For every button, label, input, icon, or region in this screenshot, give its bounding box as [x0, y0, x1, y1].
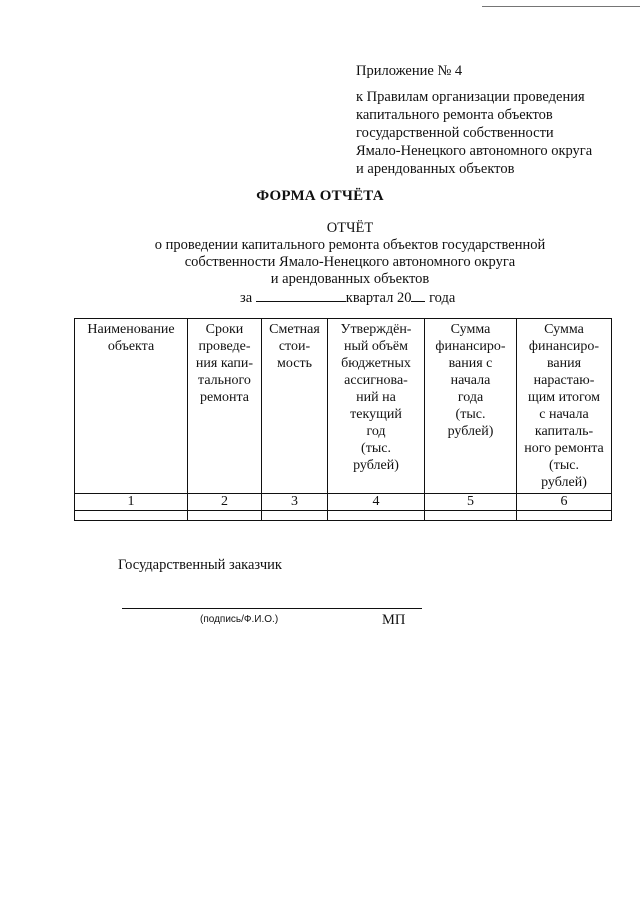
header-estimated-cost: Сметная стои- мость: [262, 319, 328, 494]
quarter-blank: [256, 287, 346, 302]
period-prefix: за: [240, 290, 253, 306]
header-object-name: Наименование объекта: [75, 319, 188, 494]
table-header-row: [75, 319, 612, 494]
column-number: 6: [517, 494, 612, 511]
report-period: [240, 287, 455, 307]
appendix-line: капитального ремонта объектов: [356, 107, 553, 123]
form-title: ФОРМА ОТЧЁТА: [256, 188, 384, 204]
period-quarter-word: квартал: [345, 290, 394, 306]
report-subtitle-line: собственности Ямало-Ненецкого автономного округа: [184, 254, 516, 270]
appendix-number: Приложение № 4: [356, 63, 463, 79]
column-number: 1: [75, 494, 188, 511]
appendix-line: и арендованных объектов: [356, 161, 515, 177]
stamp-mark: МП: [382, 612, 406, 628]
report-heading: [0, 220, 640, 288]
year-blank: [411, 287, 425, 302]
period-year-prefix: 20: [396, 290, 412, 306]
scan-artifact-line: [482, 6, 640, 7]
table-cell: [75, 511, 188, 521]
appendix-line: Ямало-Ненецкого автономного округа: [356, 143, 593, 159]
table-cell: [262, 511, 328, 521]
column-number: 5: [425, 494, 517, 511]
signature-line: [122, 608, 422, 609]
table-cell: [188, 511, 262, 521]
period-year-word: года: [429, 290, 456, 306]
table-cell: [517, 511, 612, 521]
table-cell: [425, 511, 517, 521]
appendix-block: [356, 62, 626, 178]
appendix-line: к Правилам организации проведения: [356, 89, 585, 105]
table-empty-row: [75, 511, 612, 521]
report-title: ОТЧЁТ: [326, 220, 374, 236]
header-approved-budget: Утверждён- ный объём бюджетных ассигнова- ний на текущий год (тыс. рублей): [328, 319, 425, 494]
report-subtitle-line: и арендованных объектов: [270, 271, 430, 287]
header-financing-ytd: Сумма финансиро- вания с начала года (тыс. рублей): [425, 319, 517, 494]
table-number-row: [75, 494, 612, 511]
column-number: 2: [188, 494, 262, 511]
report-table: [74, 318, 612, 521]
appendix-line: государственной собственности: [356, 125, 554, 141]
column-number: 3: [262, 494, 328, 511]
customer-label: Государственный заказчик: [118, 557, 282, 573]
table-cell: [328, 511, 425, 521]
column-number: 4: [328, 494, 425, 511]
header-financing-cumulative: Сумма финансиро- вания нарастаю- щим итогом с начала капиталь- ного ремонта (тыс. рублей): [517, 319, 612, 494]
signature-caption: (подпись/Ф.И.О.): [200, 614, 279, 625]
header-repair-dates: Сроки проведе- ния капи- тального ремонта: [188, 319, 262, 494]
report-subtitle-line: о проведении капитального ремонта объектов государственной: [154, 237, 546, 253]
